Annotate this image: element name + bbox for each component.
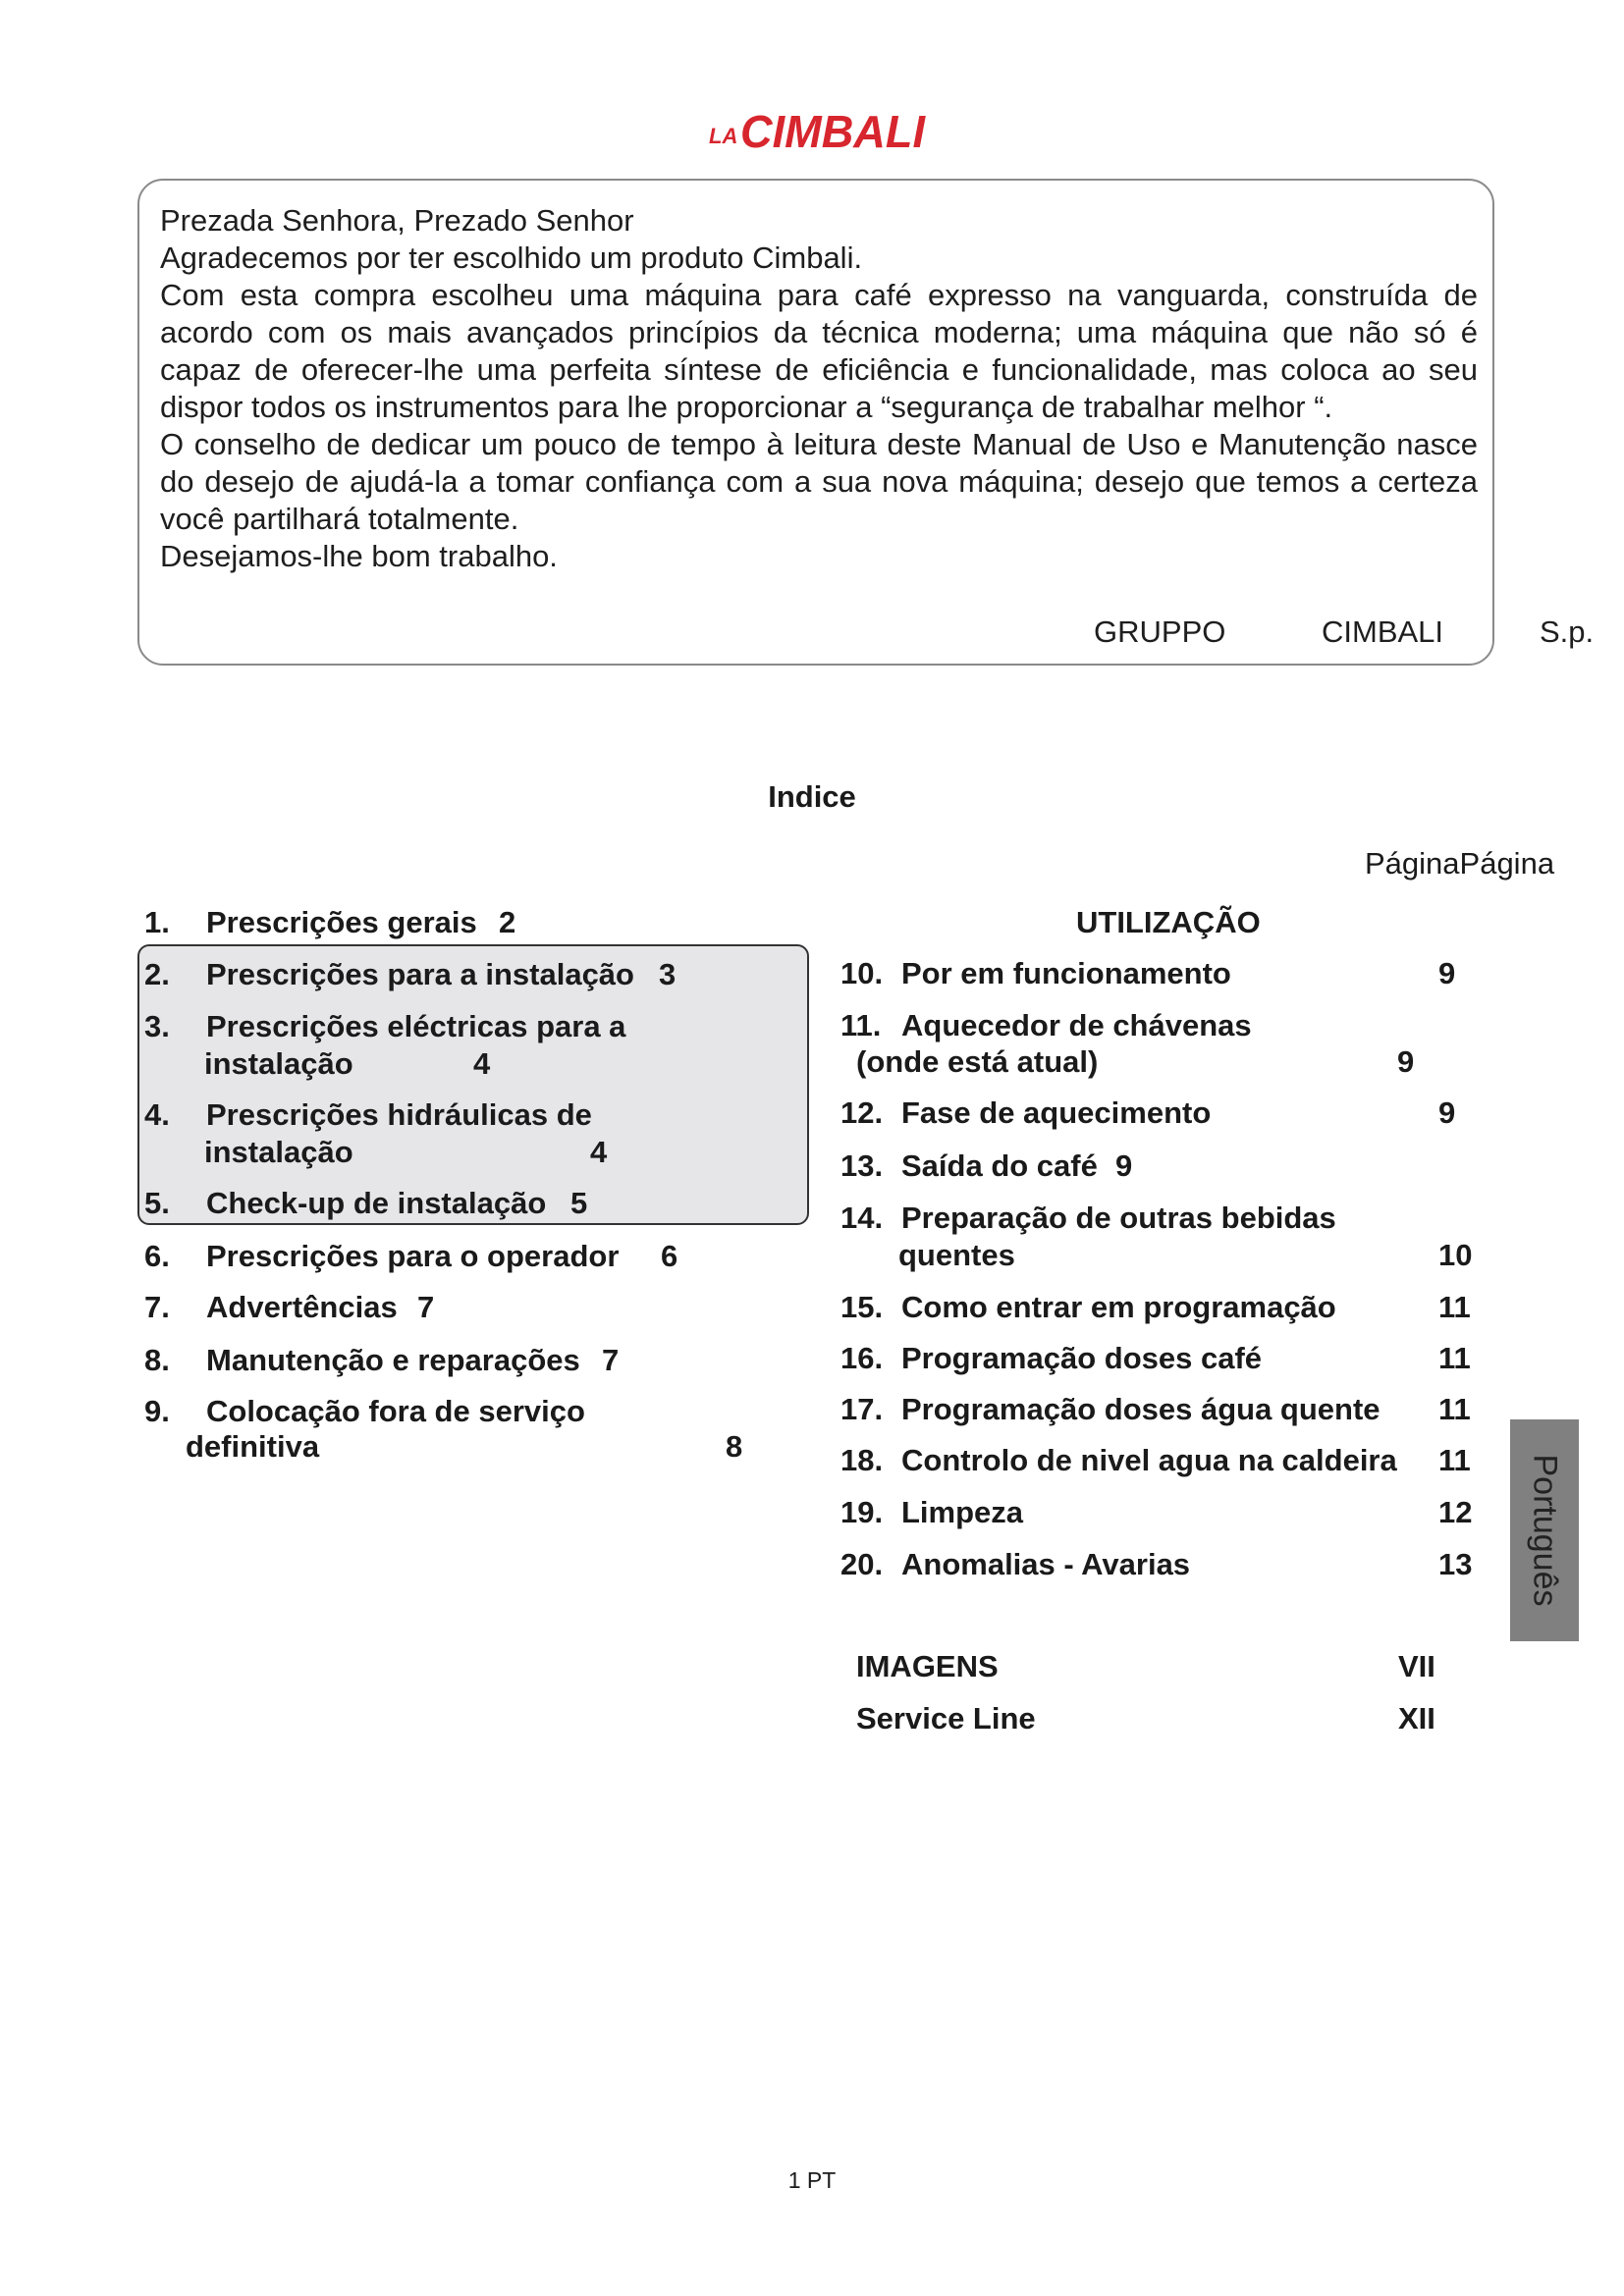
toc-entry-11-title[interactable]: Aquecedor de chávenas xyxy=(901,1008,1252,1042)
letter-paragraph-2: O conselho de dedicar um pouco de tempo à leitura deste Manual de Uso e Manutenção nasce do desejo de ajudá-la a tomar confiança com a sua nova máquina; desejo que temos a certeza você partilhará totalmente. xyxy=(160,427,1478,536)
toc-entry-15-number: 15. xyxy=(840,1290,884,1324)
toc-entry-9-title[interactable]: Colocação fora de serviço xyxy=(206,1394,585,1428)
letter-closing: Desejamos-lhe bom trabalho. xyxy=(160,539,558,573)
toc-entry-20-number: 20. xyxy=(840,1547,884,1581)
toc-entry-14-page: 10 xyxy=(1438,1238,1473,1272)
toc-entry-12-title[interactable]: Fase de aquecimento xyxy=(901,1095,1212,1130)
signature-spa: S.p. xyxy=(1540,614,1595,649)
toc-entry-17-title[interactable]: Programação doses água quente xyxy=(901,1392,1380,1426)
index-title: Indice xyxy=(768,779,856,814)
letter-greeting: Prezada Senhora, Prezado Senhor xyxy=(160,203,634,238)
toc-entry-8-number: 8. xyxy=(144,1343,170,1377)
toc-entry-16-page: 11 xyxy=(1438,1341,1471,1375)
letter-text xyxy=(160,202,1478,575)
toc-entry-3-title[interactable]: Prescrições eléctricas para a xyxy=(206,1009,626,1043)
toc-service-line-page: XII xyxy=(1398,1701,1435,1735)
page-column-header: PáginaPágina xyxy=(1365,846,1555,881)
toc-entry-4-number: 4. xyxy=(144,1097,170,1132)
toc-entry-19-page: 12 xyxy=(1438,1495,1473,1529)
language-tab[interactable] xyxy=(1510,1419,1579,1641)
toc-entry-10-title[interactable]: Por em funcionamento xyxy=(901,956,1231,990)
toc-entry-12-page: 9 xyxy=(1438,1095,1456,1130)
toc-entry-13-title[interactable]: Saída do café xyxy=(901,1148,1098,1183)
toc-entry-20-page: 13 xyxy=(1438,1547,1473,1581)
toc-imagens-title[interactable]: IMAGENS xyxy=(856,1649,999,1683)
toc-entry-17-number: 17. xyxy=(840,1392,884,1426)
toc-imagens-page: VII xyxy=(1398,1649,1435,1683)
toc-entry-6-title[interactable]: Prescrições para o operador xyxy=(206,1239,620,1273)
utilizacao-header: UTILIZAÇÃO xyxy=(1076,905,1261,939)
toc-entry-4-page: 4 xyxy=(590,1135,608,1169)
toc-entry-15-title[interactable]: Como entrar em programação xyxy=(901,1290,1336,1324)
toc-entry-10-page: 9 xyxy=(1438,956,1456,990)
toc-entry-20-title[interactable]: Anomalias - Avarias xyxy=(901,1547,1191,1581)
toc-entry-11-page: 9 xyxy=(1397,1044,1415,1079)
toc-entry-6-page: 6 xyxy=(661,1239,678,1273)
toc-entry-5-number: 5. xyxy=(144,1186,170,1220)
toc-entry-7-title[interactable]: Advertências xyxy=(206,1290,398,1324)
cimbali-logo xyxy=(707,102,933,157)
toc-service-line-title[interactable]: Service Line xyxy=(856,1701,1036,1735)
toc-entry-5-title[interactable]: Check-up de instalação xyxy=(206,1186,547,1220)
letter-paragraph-1: Com esta compra escolheu uma máquina para café expresso na vanguarda, construída de acordo com os mais avançados princípios da técnica moderna; uma máquina que não só é capaz de oferecer-lhe uma perfeita síntese de eficiência e funcionalidade, mas coloca ao seu dispor todos os instrumentos para lhe proporcionar a “segurança de trabalhar melhor “. xyxy=(160,278,1478,424)
toc-entry-18-number: 18. xyxy=(840,1443,884,1477)
toc-entry-2-page: 3 xyxy=(659,957,677,991)
page-number-footer: 1 PT xyxy=(787,2167,837,2193)
toc-entry-16-title[interactable]: Programação doses café xyxy=(901,1341,1263,1375)
language-tab-label: Português xyxy=(1526,1454,1564,1607)
toc-entry-7-number: 7. xyxy=(144,1290,170,1324)
signature-cimbali: CIMBALI xyxy=(1322,614,1444,649)
toc-entry-2-title[interactable]: Prescrições para a instalação xyxy=(206,957,634,991)
toc-entry-17-page: 11 xyxy=(1438,1392,1471,1426)
svg-text:LA: LA xyxy=(709,124,738,148)
toc-entry-8-title[interactable]: Manutenção e reparações xyxy=(206,1343,580,1377)
toc-entry-15-page: 11 xyxy=(1438,1290,1471,1324)
toc-entry-8-page: 7 xyxy=(602,1343,620,1377)
toc-entry-19-title[interactable]: Limpeza xyxy=(901,1495,1024,1529)
toc-entry-16-number: 16. xyxy=(840,1341,884,1375)
toc-entry-3-number: 3. xyxy=(144,1009,170,1043)
toc-entry-3-title-cont[interactable]: instalação xyxy=(204,1046,353,1081)
letter-thanks: Agradecemos por ter escolhido um produto Cimbali. xyxy=(160,240,863,275)
toc-entry-18-title[interactable]: Controlo de nivel agua na caldeira xyxy=(901,1443,1397,1477)
toc-entry-12-number: 12. xyxy=(840,1095,884,1130)
toc-entry-1-title[interactable]: Prescrições gerais xyxy=(206,905,477,939)
toc-entry-14-title[interactable]: Preparação de outras bebidas xyxy=(901,1201,1336,1235)
toc-entry-14-number: 14. xyxy=(840,1201,884,1235)
toc-entry-9-page: 8 xyxy=(726,1429,743,1464)
toc-entry-5-page: 5 xyxy=(570,1186,588,1220)
toc-entry-4-title[interactable]: Prescrições hidráulicas de xyxy=(206,1097,592,1132)
toc-entry-11-number: 11. xyxy=(840,1008,882,1042)
toc-entry-14-title-cont[interactable]: quentes xyxy=(898,1238,1015,1272)
toc-entry-19-number: 19. xyxy=(840,1495,884,1529)
toc-entry-3-page: 4 xyxy=(473,1046,491,1081)
toc-entry-1-number: 1. xyxy=(144,905,170,939)
toc-entry-11-title-cont[interactable]: (onde está atual) xyxy=(856,1044,1099,1079)
toc-entry-13-page: 9 xyxy=(1115,1148,1133,1183)
toc-entry-10-number: 10. xyxy=(840,956,884,990)
toc-entry-2-number: 2. xyxy=(144,957,170,991)
toc-entry-18-page: 11 xyxy=(1438,1443,1471,1477)
toc-entry-13-number: 13. xyxy=(840,1148,884,1183)
toc-entry-1-page: 2 xyxy=(499,905,516,939)
toc-entry-9-title-cont[interactable]: definitiva xyxy=(186,1429,320,1464)
toc-entry-6-number: 6. xyxy=(144,1239,170,1273)
toc-entry-9-number: 9. xyxy=(144,1394,170,1428)
signature-gruppo: GRUPPO xyxy=(1094,614,1226,649)
svg-text:CIMBALI: CIMBALI xyxy=(740,106,927,157)
toc-entry-7-page: 7 xyxy=(417,1290,435,1324)
toc-entry-4-title-cont[interactable]: instalação xyxy=(204,1135,353,1169)
